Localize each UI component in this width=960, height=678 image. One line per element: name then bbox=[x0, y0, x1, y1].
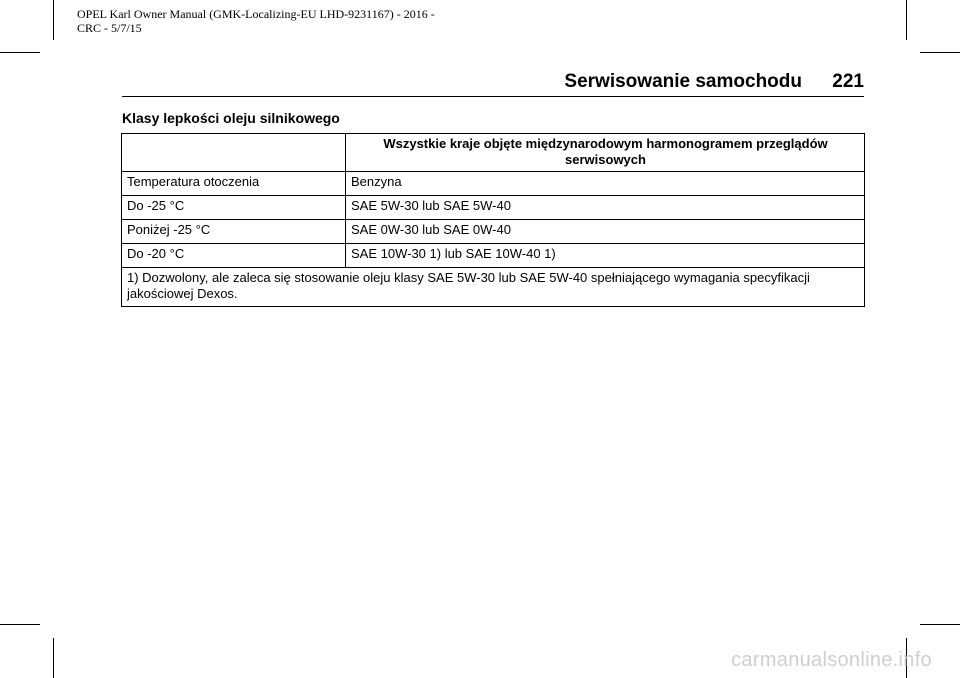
table-cell: Poniżej -25 °C bbox=[122, 220, 346, 244]
table-row bbox=[122, 172, 865, 196]
table-row bbox=[122, 220, 865, 244]
table-header-cell bbox=[122, 134, 346, 172]
page-number: 221 bbox=[832, 71, 864, 92]
table-footnote-row bbox=[122, 268, 865, 307]
table-cell: Do -20 °C bbox=[122, 244, 346, 268]
crop-mark bbox=[906, 0, 907, 40]
table-row bbox=[122, 196, 865, 220]
table-cell: SAE 5W-30 lub SAE 5W-40 bbox=[346, 196, 865, 220]
crop-mark bbox=[0, 624, 40, 625]
table-cell: SAE 0W-30 lub SAE 0W-40 bbox=[346, 220, 865, 244]
print-meta-line: OPEL Karl Owner Manual (GMK-Localizing-EU LHD-9231167) - 2016 - bbox=[77, 7, 435, 21]
print-metadata bbox=[77, 7, 435, 35]
crop-mark bbox=[53, 0, 54, 40]
table-cell: Do -25 °C bbox=[122, 196, 346, 220]
table-header-cell: Wszystkie kraje objęte międzynarodowym harmonogramem przeglądów serwisowych bbox=[346, 134, 865, 172]
watermark: carmanualsonline.info bbox=[731, 649, 932, 671]
crop-mark bbox=[0, 52, 40, 53]
table-cell: SAE 10W-30 1) lub SAE 10W-40 1) bbox=[346, 244, 865, 268]
table-footnote: 1) Dozwolony, ale zaleca się stosowanie oleju klasy SAE 5W-30 lub SAE 5W-40 spełniającego wymagania specyfikacji jakościowej Dexos. bbox=[122, 268, 865, 307]
table-title: Klasy lepkości oleju silnikowego bbox=[122, 110, 340, 126]
viscosity-table bbox=[121, 133, 865, 307]
crop-mark bbox=[920, 624, 960, 625]
table-header-row bbox=[122, 134, 865, 172]
section-title: Serwisowanie samochodu bbox=[564, 71, 802, 92]
crop-mark bbox=[920, 52, 960, 53]
crop-mark bbox=[53, 638, 54, 678]
table-cell: Temperatura otoczenia bbox=[122, 172, 346, 196]
table-row bbox=[122, 244, 865, 268]
print-meta-line: CRC - 5/7/15 bbox=[77, 21, 142, 35]
page-header bbox=[122, 71, 864, 97]
table-cell: Benzyna bbox=[346, 172, 865, 196]
